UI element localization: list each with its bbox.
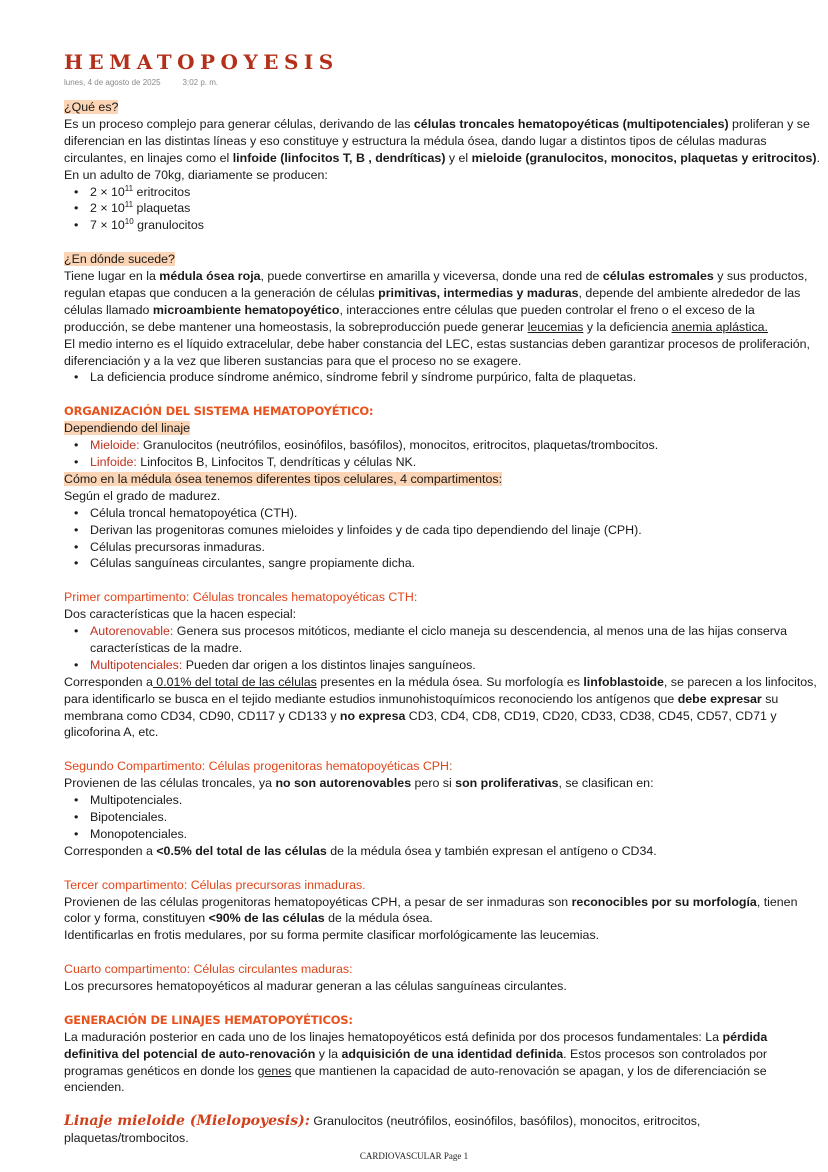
- page-title: HEMATOPOYESIS: [64, 50, 339, 74]
- text: Es un proceso complejo para generar células, derivando de las: [64, 116, 414, 131]
- underlined-text: 0.01% del total de las células: [152, 674, 317, 689]
- list-item: [64, 217, 820, 234]
- text: proliferan y se diferencian en las distintas líneas y eso constituye y estructura la médula ósea, dando lugar a distintos tipos de células maduras circulantes, en linajes como el: [64, 116, 810, 165]
- text: El medio interno es el líquido extracelular, debe haber constancia del LEC, estas sustancias deben garantizar procesos de proliferación, diferenciación y a la vez que liberen sustancias para que el proceso no se exagere.: [64, 336, 810, 368]
- section-heading: [64, 403, 820, 420]
- page-time: 3:02 p. m.: [182, 78, 219, 87]
- highlight: [64, 252, 175, 266]
- spacer: [64, 860, 820, 877]
- text: y sus productos, regulan etapas que conducen a la generación de células: [64, 269, 808, 300]
- text: ¿Qué es?: [64, 100, 119, 114]
- list-item: [64, 826, 820, 843]
- bold-text: médula ósea roja: [159, 269, 261, 284]
- text: Los precursores hematopoyéticos al madurar generan a las células sanguíneas circulantes.: [64, 979, 567, 994]
- text: Identificarlas en frotis medulares, por su forma permite clasificar morfológicamente las leucemias.: [64, 928, 600, 943]
- bold-text: no son autorenovables: [275, 776, 412, 791]
- paragraph: [64, 1113, 820, 1147]
- text: La maduración posterior en cada uno de los linajes hematopoyéticos está definida por dos procesos fundamentales: La: [64, 1029, 723, 1044]
- paragraph: [64, 1029, 820, 1097]
- text: Bipotenciales.: [90, 810, 168, 824]
- text: de la médula ósea.: [324, 911, 433, 926]
- text: ¿En dónde sucede?: [64, 252, 175, 267]
- paragraph: [64, 843, 820, 860]
- bold-text: células troncales hematopoyéticas (multipotenciales): [413, 116, 729, 131]
- text: , se clasifican en:: [558, 776, 654, 791]
- bold-text: no expresa: [339, 708, 406, 723]
- bold-text: <0.5% del total de las células: [156, 843, 327, 858]
- page-meta: [64, 78, 218, 87]
- paragraph: [64, 488, 820, 505]
- text: Dependiendo del linaje: [64, 421, 191, 436]
- text: y la: [315, 1046, 342, 1061]
- text: En un adulto de 70kg, diariamente se producen:: [64, 167, 328, 182]
- paragraph: [64, 336, 820, 370]
- bold-text: pérdida definitiva del potencial de auto-renovación: [64, 1029, 768, 1061]
- term-label: Multipotenciales:: [90, 657, 183, 672]
- text: y el: [445, 150, 472, 165]
- spacer: [64, 572, 820, 589]
- list-item: [64, 454, 820, 471]
- note-content: [64, 99, 820, 1147]
- list-item: [64, 539, 820, 556]
- text: 7 × 10: [90, 218, 125, 233]
- subsection-heading: [64, 961, 820, 978]
- text: Corresponden a: [64, 843, 157, 858]
- highlighted-heading: [64, 471, 820, 488]
- text: Monopotenciales.: [90, 826, 188, 841]
- text: Pueden dar origen a los distintos linajes sanguíneos.: [182, 657, 476, 672]
- bold-text: debe expresar: [677, 691, 762, 706]
- bold-text: adquisición de una identidad definida: [341, 1046, 564, 1061]
- text: . Estos procesos son controlados por programas genéticos en donde los: [64, 1046, 768, 1078]
- text: Cuarto compartimento: Células circulantes maduras:: [64, 962, 353, 977]
- text: Tiene lugar en la: [64, 269, 160, 284]
- text: su membrana como CD34, CD90, CD117 y CD133 y: [64, 691, 779, 723]
- text: , se parecen a los linfocitos, para identificarlo se busca en el tejido mediante estudios inmunohistoquímicos reconociendo los antígenos que: [64, 674, 817, 706]
- text: Célula troncal hematopoyética (CTH).: [90, 505, 298, 520]
- bold-text: microambiente hematopoyético: [152, 302, 340, 317]
- highlight: [64, 421, 190, 435]
- text: Segundo Compartimento: Células progenitoras hematopoyéticas CPH:: [64, 759, 453, 774]
- bold-text: células estromales: [602, 269, 714, 284]
- list-item: [64, 522, 820, 539]
- paragraph: [64, 894, 820, 928]
- text: de la médula ósea y también expresan el antígeno o CD34.: [326, 843, 657, 858]
- text: Genera sus procesos mitóticos, mediante el ciclo maneja su descendencia, al menos una de las hijas conserva características de la madre.: [90, 624, 788, 655]
- list-item: [64, 369, 820, 386]
- spacer: [64, 1096, 820, 1113]
- underlined-text: genes: [257, 1063, 292, 1078]
- text: 2 × 10: [90, 184, 125, 199]
- text: , interacciones entre células que pueden controlar el freno o el exceso de la producción, se debe mantener una homeostasis, la sobreproducción puede generar: [64, 302, 755, 334]
- bold-text: son proliferativas: [455, 776, 559, 791]
- underlined-text: leucemias: [527, 319, 584, 334]
- spacer: [64, 234, 820, 251]
- paragraph: [64, 927, 820, 944]
- bold-text: <90% de las células: [208, 911, 325, 926]
- bold-text: primitivas, intermedias y maduras: [378, 285, 579, 300]
- bold-text: linfoide (linfocitos T, B , dendríticas): [232, 150, 446, 165]
- text: granulocitos: [133, 218, 204, 233]
- list-item: [64, 792, 820, 809]
- spacer: [64, 944, 820, 961]
- exponent: 11: [124, 183, 134, 193]
- highlighted-heading: [64, 251, 820, 268]
- term-label: Linfoide:: [90, 455, 137, 469]
- underlined-text: anemia aplástica.: [671, 319, 768, 334]
- list-item: [64, 657, 820, 674]
- text: que mantienen la capacidad de auto-renovación se apagan, y los de diferenciación se encienden.: [64, 1063, 767, 1095]
- text: Provienen de las células progenitoras hematopoyéticas CPH, a pesar de ser inmaduras son: [64, 894, 572, 909]
- script-heading: Linaje mieloide (Mielopoyesis):: [64, 1113, 310, 1130]
- text: Primer compartimento: Células troncales hematopoyéticas CTH:: [64, 590, 418, 605]
- page-footer: CARDIOVASCULAR Page 1: [359, 1151, 469, 1161]
- paragraph: [64, 606, 820, 623]
- highlight: [64, 100, 118, 114]
- spacer: [64, 386, 820, 403]
- text: pero si: [411, 776, 456, 791]
- list-item: [64, 555, 820, 572]
- text: Células precursoras inmaduras.: [90, 539, 265, 554]
- page-date: lunes, 4 de agosto de 2025: [64, 78, 161, 87]
- list-item: [64, 184, 820, 201]
- paragraph: [64, 268, 820, 336]
- bold-text: linfoblastoide: [583, 674, 664, 689]
- text: , tienen color y forma, constituyen: [64, 894, 798, 926]
- subsection-heading: [64, 589, 820, 606]
- text: GENERACIÓN DE LINAJES HEMATOPOYÉTICOS:: [64, 1012, 353, 1027]
- text: , puede convertirse en amarilla y viceversa, donde una red de: [260, 269, 603, 284]
- text: Granulocitos (neutrófilos, eosinófilos, basófilos), monocitos, eritrocitos, plaquetas/trombocitos.: [64, 1114, 701, 1146]
- spacer: [64, 741, 820, 758]
- text: La deficiencia produce síndrome anémico, síndrome febril y síndrome purpúrico, falta de plaquetas.: [90, 370, 637, 385]
- text: Células sanguíneas circulantes, sangre propiamente dicha.: [90, 556, 416, 571]
- bold-text: mieloide (granulocitos, monocitos, plaquetas y eritrocitos): [471, 150, 817, 165]
- text: .: [816, 150, 821, 165]
- list-item: [64, 437, 820, 454]
- text: CD3, CD4, CD8, CD19, CD20, CD33, CD38, CD45, CD57, CD71 y glicoforina A, etc.: [64, 708, 777, 740]
- text: y la deficiencia: [583, 319, 672, 334]
- text: Tercer compartimento: Células precursoras inmaduras.: [64, 877, 366, 892]
- paragraph: [64, 978, 820, 995]
- subsection-heading: [64, 877, 820, 894]
- text: , depende del ambiente alrededor de las células llamado: [64, 285, 801, 317]
- paragraph: [64, 775, 820, 792]
- text: Corresponden a: [64, 674, 153, 689]
- list-item: [64, 809, 820, 826]
- text: eritrocitos: [133, 184, 191, 199]
- bold-text: reconocibles por su morfología: [571, 894, 757, 909]
- subsection-heading: [64, 758, 820, 775]
- list-item: [64, 623, 820, 657]
- text: plaquetas: [133, 201, 191, 216]
- text: 2 × 10: [90, 201, 125, 216]
- section-heading: [64, 1012, 820, 1029]
- highlighted-heading: [64, 99, 820, 116]
- highlighted-heading: [64, 420, 820, 437]
- exponent: 11: [124, 200, 134, 210]
- highlight: [64, 472, 502, 486]
- text: ORGANIZACIÓN DEL SISTEMA HEMATOPOYÉTICO:: [64, 404, 374, 419]
- term-label: Autorenovable:: [90, 624, 174, 639]
- list-item: [64, 505, 820, 522]
- text: Cómo en la médula ósea tenemos diferentes tipos celulares, 4 compartimentos:: [64, 471, 503, 486]
- text: Según el grado de madurez.: [64, 488, 221, 503]
- exponent: 10: [124, 217, 134, 227]
- paragraph: [64, 674, 820, 742]
- text: Provienen de las células troncales, ya: [64, 776, 276, 791]
- term-label: Mieloide:: [90, 438, 140, 453]
- list-item: [64, 200, 820, 217]
- paragraph: [64, 167, 820, 184]
- spacer: [64, 995, 820, 1012]
- text: Dos características que la hacen especial:: [64, 607, 297, 622]
- text: Linfocitos B, Linfocitos T, dendríticas y células NK.: [136, 455, 417, 469]
- text: presentes en la médula ósea. Su morfología es: [316, 674, 584, 689]
- paragraph: [64, 116, 820, 167]
- text: Derivan las progenitoras comunes mieloides y linfoides y de cada tipo dependiendo del linaje (CPH).: [90, 522, 642, 537]
- text: Granulocitos (neutrófilos, eosinófilos, basófilos), monocitos, eritrocitos, plaquetas/trombocitos.: [139, 438, 659, 453]
- text: Multipotenciales.: [90, 793, 183, 808]
